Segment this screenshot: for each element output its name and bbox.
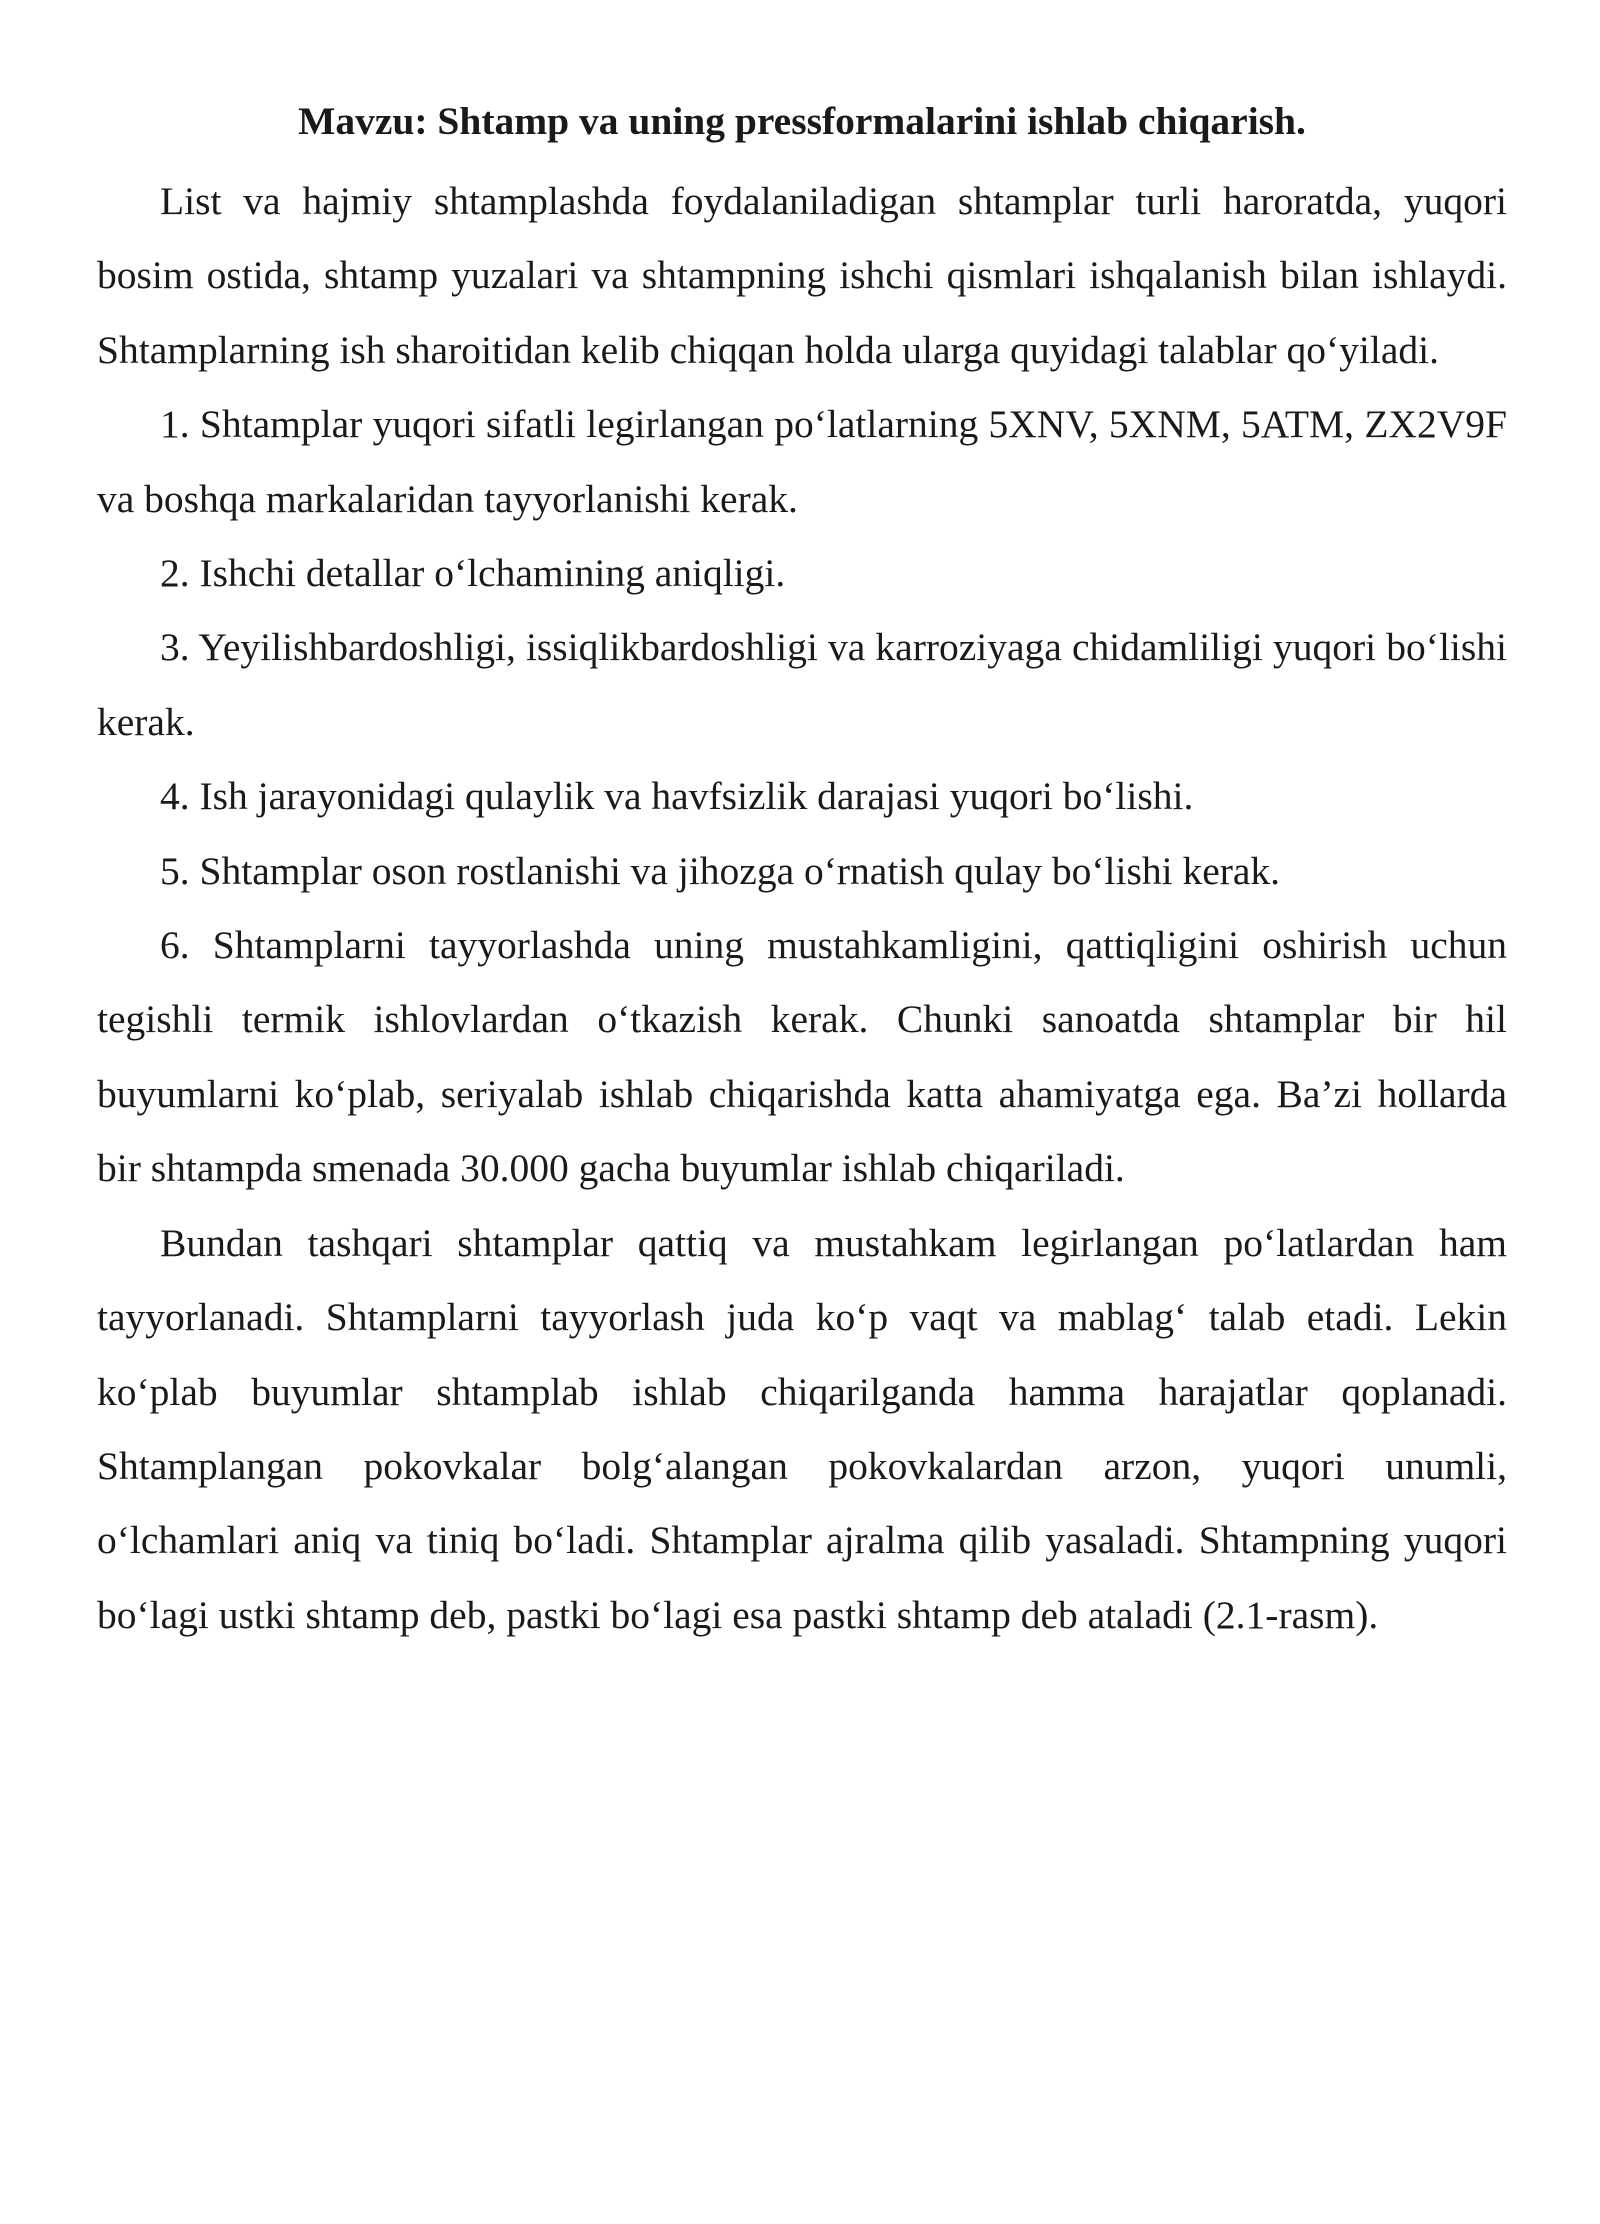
document-title: Mavzu: Shtamp va uning pressformalarini ishlab chiqarish. xyxy=(298,99,1306,143)
paragraph-requirement-5: 5. Shtamplar oson rostlanishi va jihozga o‘rnatish qulay bo‘lishi kerak. xyxy=(160,848,1281,893)
paragraph-conclusion: Bundan tashqari shtamplar qattiq va mustahkam legirlangan po‘latlardan ham tayyorlanadi. Shtamplarni tayyorlash juda ko‘p vaqt va mablag‘ talab etadi. Lekin ko‘plab buyumlar shtamplab ishlab chiqarilganda hamma harajatlar qoplanadi. Shtamplangan pokovkalar bolg‘alangan pokovkalardan arzon, yuqori unumli, o‘lchamlari aniq va tiniq bo‘ladi. Shtamplar ajralma qilib yasaladi. Shtampning yuqori bo‘lagi ustki shtamp deb, pastki bo‘lagi esa pastki shtamp deb ataladi (2.1-rasm). xyxy=(97,1220,1507,1637)
paragraph-requirement-2: 2. Ishchi detallar o‘lchamining aniqligi. xyxy=(160,551,786,596)
paragraph-requirement-1: 1. Shtamplar yuqori sifatli legirlangan po‘latlarning 5XNV, 5XNM, 5ATM, ZX2V9F va boshqa markalaridan tayyorlanishi kerak. xyxy=(97,402,1507,521)
paragraph-requirement-4: 4. Ish jarayonidagi qulaylik va havfsizlik darajasi yuqori bo‘lishi. xyxy=(160,774,1194,819)
document-body xyxy=(97,92,1507,1652)
paragraph-requirement-6: 6. Shtamplarni tayyorlashda uning mustahkamligini, qattiqligini oshirish uchun tegishli termik ishlovlardan o‘tkazish kerak. Chunki sanoatda shtamplar bir hil buyumlarni ko‘plab, seriyalab ishlab chiqarishda katta ahamiyatga ega. Ba’zi hollarda bir shtampda smenada 30.000 gacha buyumlar ishlab chiqariladi. xyxy=(97,923,1507,1191)
paragraph-intro: List va hajmiy shtamplashda foydalaniladigan shtamplar turli haroratda, yuqori bosim ostida, shtamp yuzalari va shtampning ishchi qismlari ishqalanish bilan ishlaydi. Shtamplarning ish sharoitidan kelib chiqqan holda ularga quyidagi talablar qo‘yiladi. xyxy=(97,179,1507,372)
paragraph-requirement-3: 3. Yeyilishbardoshligi, issiqlikbardoshligi va karroziyaga chidamliligi yuqori bo‘lishi kerak. xyxy=(97,625,1507,744)
